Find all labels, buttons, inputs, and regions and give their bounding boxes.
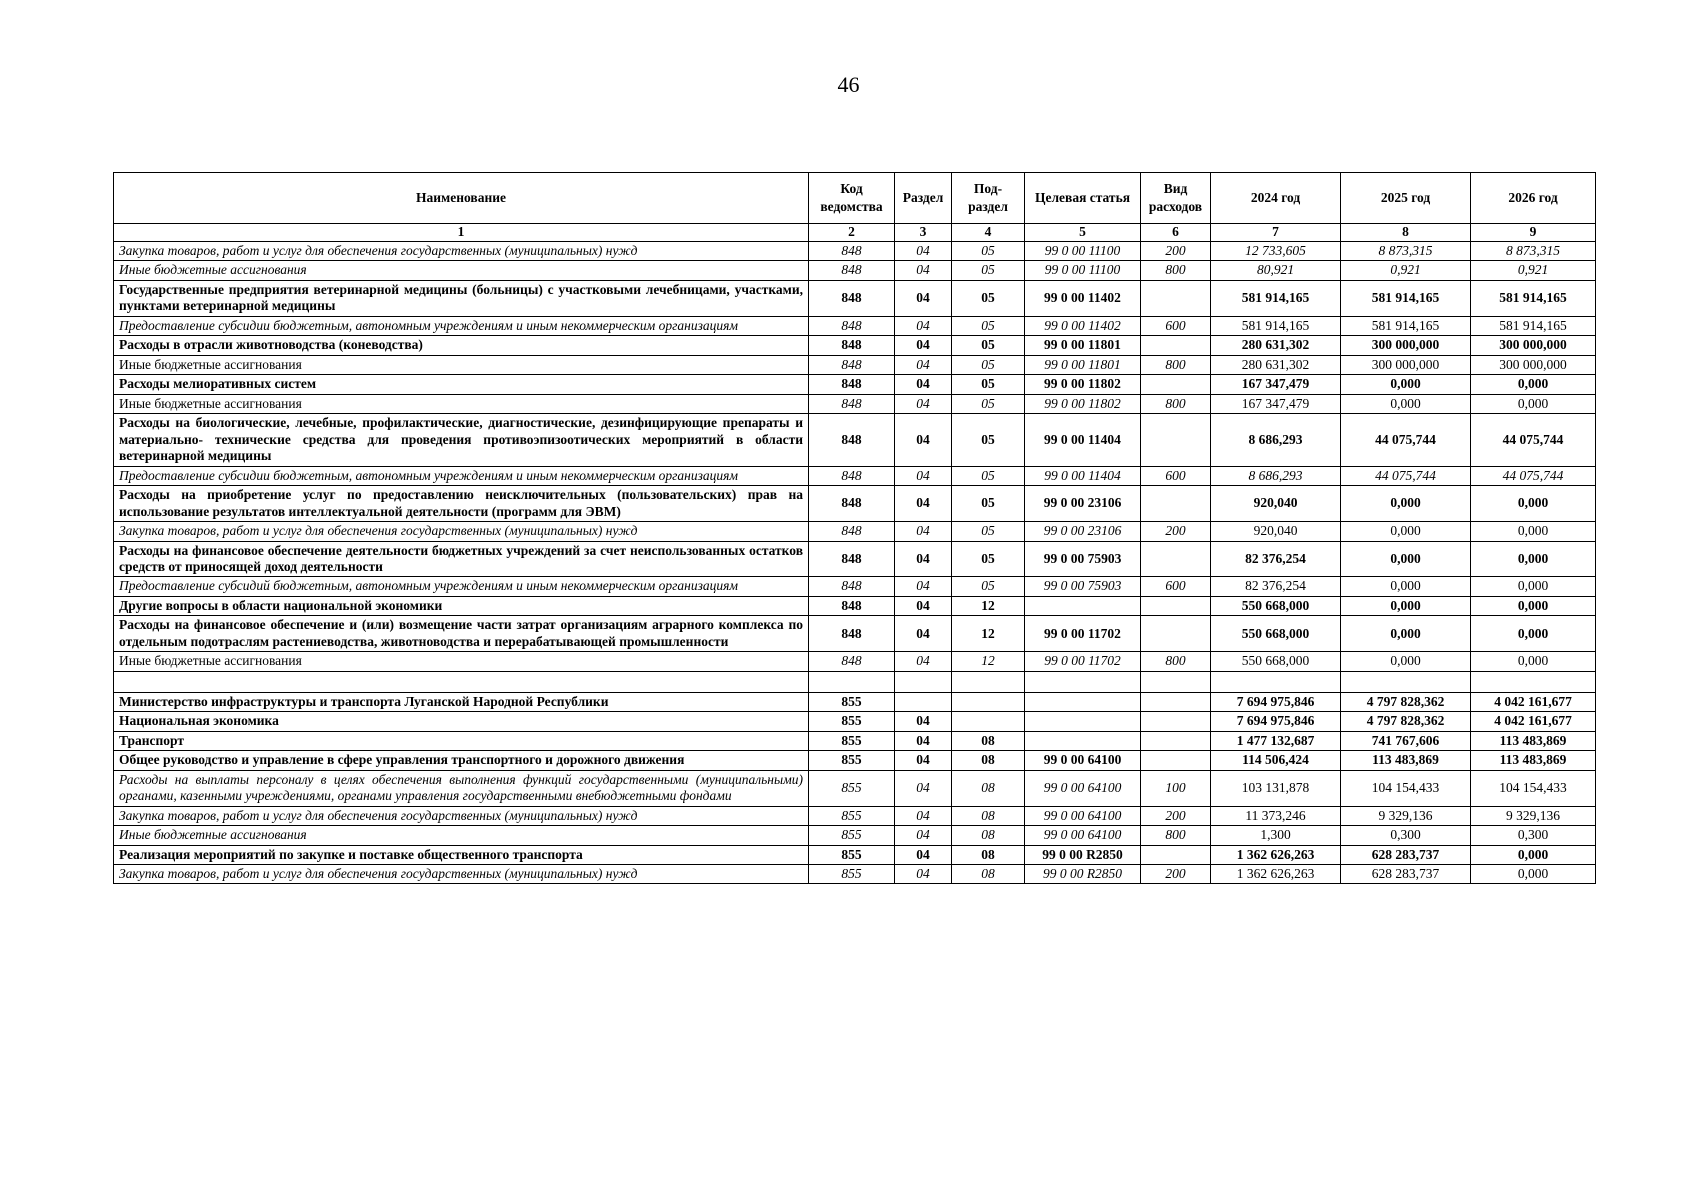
row-target [1025, 731, 1141, 750]
row-type: 800 [1141, 355, 1211, 374]
col-header-section: Раздел [895, 173, 952, 224]
row-name: Иные бюджетные ассигнования [114, 652, 809, 671]
table-row [114, 731, 1596, 750]
row-type [1141, 616, 1211, 652]
row-target: 99 0 00 11100 [1025, 242, 1141, 261]
row-subsection: 05 [952, 522, 1025, 541]
row-amount-2026: 581 914,165 [1471, 316, 1596, 335]
row-amount-2024: 1 362 626,263 [1211, 865, 1341, 884]
table-row [114, 522, 1596, 541]
row-type: 100 [1141, 770, 1211, 806]
row-amount-2024: 920,040 [1211, 522, 1341, 541]
row-name: Расходы на биологические, лечебные, профилактические, диагностические, дезинфицирующие препараты и материально- технические средства для проведения противоэпизоотических мероприятий в области ветеринарной медицины [114, 414, 809, 466]
row-amount-2026: 300 000,000 [1471, 336, 1596, 355]
row-section: 04 [895, 280, 952, 316]
row-target: 99 0 00 23106 [1025, 486, 1141, 522]
row-name: Другие вопросы в области национальной экономики [114, 596, 809, 615]
row-amount-2026: 44 075,744 [1471, 466, 1596, 485]
row-amount-2025: 0,000 [1341, 577, 1471, 596]
table-row [114, 242, 1596, 261]
row-amount-2026: 0,000 [1471, 652, 1596, 671]
row-name: Расходы на финансовое обеспечение и (или) возмещение части затрат организациям аграрного комплекса по отдельным подотраслям растениеводства, животноводства и перерабатывающей промышленности [114, 616, 809, 652]
row-name: Закупка товаров, работ и услуг для обеспечения государственных (муниципальных) нужд [114, 522, 809, 541]
row-code: 855 [809, 751, 895, 770]
table-row [114, 712, 1596, 731]
row-subsection [952, 692, 1025, 711]
row-section [895, 692, 952, 711]
table-row [114, 394, 1596, 413]
col-header-2026: 2026 год [1471, 173, 1596, 224]
table-row [114, 466, 1596, 485]
row-section: 04 [895, 261, 952, 280]
row-section: 04 [895, 522, 952, 541]
row-type [1141, 541, 1211, 577]
row-target: 99 0 00 75903 [1025, 577, 1141, 596]
row-amount-2026: 4 042 161,677 [1471, 712, 1596, 731]
row-type [1141, 712, 1211, 731]
row-subsection [952, 671, 1025, 692]
row-code: 848 [809, 486, 895, 522]
row-amount-2026: 0,000 [1471, 616, 1596, 652]
col-header-target: Целевая статья [1025, 173, 1141, 224]
row-type: 800 [1141, 652, 1211, 671]
row-name: Реализация мероприятий по закупке и поставке общественного транспорта [114, 845, 809, 864]
row-subsection: 05 [952, 486, 1025, 522]
table-row [114, 261, 1596, 280]
row-type: 600 [1141, 316, 1211, 335]
row-target: 99 0 00 R2850 [1025, 865, 1141, 884]
row-amount-2026: 0,000 [1471, 865, 1596, 884]
column-number: 6 [1141, 224, 1211, 242]
row-target: 99 0 00 11402 [1025, 280, 1141, 316]
row-section: 04 [895, 826, 952, 845]
row-name: Предоставление субсидии бюджетным, автономным учреждениям и иным некоммерческим организациям [114, 316, 809, 335]
row-type [1141, 731, 1211, 750]
row-target: 99 0 00 11801 [1025, 355, 1141, 374]
row-amount-2026: 4 042 161,677 [1471, 692, 1596, 711]
row-code: 855 [809, 770, 895, 806]
row-type: 200 [1141, 522, 1211, 541]
row-amount-2024 [1211, 671, 1341, 692]
row-target: 99 0 00 11404 [1025, 414, 1141, 466]
table-row [114, 692, 1596, 711]
row-subsection: 05 [952, 577, 1025, 596]
row-amount-2025: 4 797 828,362 [1341, 712, 1471, 731]
row-amount-2025: 300 000,000 [1341, 336, 1471, 355]
column-number: 8 [1341, 224, 1471, 242]
row-amount-2026: 0,000 [1471, 596, 1596, 615]
row-target [1025, 692, 1141, 711]
row-amount-2025: 628 283,737 [1341, 865, 1471, 884]
row-amount-2025: 0,000 [1341, 486, 1471, 522]
row-name: Иные бюджетные ассигнования [114, 355, 809, 374]
row-code: 855 [809, 826, 895, 845]
row-target: 99 0 00 11702 [1025, 616, 1141, 652]
row-section: 04 [895, 316, 952, 335]
row-amount-2025: 0,000 [1341, 652, 1471, 671]
row-section: 04 [895, 712, 952, 731]
row-name: Иные бюджетные ассигнования [114, 394, 809, 413]
row-target: 99 0 00 11402 [1025, 316, 1141, 335]
table-row [114, 280, 1596, 316]
row-section: 04 [895, 541, 952, 577]
column-number: 5 [1025, 224, 1141, 242]
row-section: 04 [895, 486, 952, 522]
row-amount-2025: 628 283,737 [1341, 845, 1471, 864]
row-target [1025, 712, 1141, 731]
row-subsection: 05 [952, 466, 1025, 485]
row-amount-2024: 167 347,479 [1211, 394, 1341, 413]
row-section: 04 [895, 355, 952, 374]
column-number: 1 [114, 224, 809, 242]
row-section [895, 671, 952, 692]
row-type [1141, 751, 1211, 770]
col-header-type: Вид расходов [1141, 173, 1211, 224]
row-target: 99 0 00 64100 [1025, 826, 1141, 845]
table-row [114, 577, 1596, 596]
table-row [114, 845, 1596, 864]
row-code [809, 671, 895, 692]
column-number: 2 [809, 224, 895, 242]
table-row [114, 486, 1596, 522]
row-amount-2026: 0,300 [1471, 826, 1596, 845]
row-target: 99 0 00 11404 [1025, 466, 1141, 485]
row-name: Закупка товаров, работ и услуг для обеспечения государственных (муниципальных) нужд [114, 806, 809, 825]
row-target: 99 0 00 11100 [1025, 261, 1141, 280]
row-subsection: 05 [952, 280, 1025, 316]
row-amount-2024: 581 914,165 [1211, 280, 1341, 316]
row-type: 200 [1141, 806, 1211, 825]
row-subsection: 08 [952, 826, 1025, 845]
row-section: 04 [895, 865, 952, 884]
row-amount-2026: 9 329,136 [1471, 806, 1596, 825]
col-header-subsection: Под-раздел [952, 173, 1025, 224]
table-row [114, 751, 1596, 770]
row-type [1141, 845, 1211, 864]
row-code: 855 [809, 692, 895, 711]
row-name: Предоставление субсидии бюджетным, автономным учреждениям и иным некоммерческим организациям [114, 466, 809, 485]
row-name: Иные бюджетные ассигнования [114, 826, 809, 845]
row-code: 848 [809, 394, 895, 413]
row-subsection: 05 [952, 375, 1025, 394]
row-amount-2026: 0,000 [1471, 845, 1596, 864]
row-type [1141, 692, 1211, 711]
row-code: 848 [809, 375, 895, 394]
row-amount-2025: 0,300 [1341, 826, 1471, 845]
row-amount-2025: 581 914,165 [1341, 280, 1471, 316]
page-number: 46 [837, 72, 860, 97]
row-name: Расходы мелиоративных систем [114, 375, 809, 394]
row-name: Общее руководство и управление в сфере управления транспортного и дорожного движения [114, 751, 809, 770]
row-amount-2025: 0,000 [1341, 375, 1471, 394]
row-target [1025, 671, 1141, 692]
column-number: 9 [1471, 224, 1596, 242]
row-name: Закупка товаров, работ и услуг для обеспечения государственных (муниципальных) нужд [114, 242, 809, 261]
row-target: 99 0 00 75903 [1025, 541, 1141, 577]
row-amount-2024: 1 362 626,263 [1211, 845, 1341, 864]
row-subsection: 05 [952, 316, 1025, 335]
row-name: Транспорт [114, 731, 809, 750]
row-subsection: 08 [952, 865, 1025, 884]
table-row [114, 616, 1596, 652]
row-type: 200 [1141, 242, 1211, 261]
row-amount-2025: 0,000 [1341, 522, 1471, 541]
table-row [114, 336, 1596, 355]
row-amount-2024: 581 914,165 [1211, 316, 1341, 335]
row-type: 800 [1141, 261, 1211, 280]
row-amount-2024: 280 631,302 [1211, 355, 1341, 374]
row-section: 04 [895, 806, 952, 825]
row-amount-2024: 1 477 132,687 [1211, 731, 1341, 750]
row-target: 99 0 00 11801 [1025, 336, 1141, 355]
row-amount-2024: 550 668,000 [1211, 596, 1341, 615]
row-section: 04 [895, 652, 952, 671]
row-amount-2025: 0,000 [1341, 394, 1471, 413]
row-section: 04 [895, 414, 952, 466]
row-section: 04 [895, 596, 952, 615]
row-amount-2025: 741 767,606 [1341, 731, 1471, 750]
row-amount-2025: 0,000 [1341, 541, 1471, 577]
row-code: 855 [809, 806, 895, 825]
row-amount-2024: 7 694 975,846 [1211, 712, 1341, 731]
row-amount-2025: 581 914,165 [1341, 316, 1471, 335]
row-name: Расходы на приобретение услуг по предоставлению неисключительных (пользовательских) прав на использование результатов интеллектуальной деятельности (программ для ЭВМ) [114, 486, 809, 522]
row-amount-2026: 0,000 [1471, 486, 1596, 522]
row-amount-2026: 0,000 [1471, 541, 1596, 577]
row-amount-2024: 280 631,302 [1211, 336, 1341, 355]
row-amount-2025: 0,921 [1341, 261, 1471, 280]
table-row [114, 316, 1596, 335]
row-amount-2024: 550 668,000 [1211, 616, 1341, 652]
row-amount-2024: 920,040 [1211, 486, 1341, 522]
row-amount-2024: 7 694 975,846 [1211, 692, 1341, 711]
row-name: Государственные предприятия ветеринарной медицины (больницы) с участковыми лечебницами, участками, пунктами ветеринарной медицины [114, 280, 809, 316]
row-amount-2026: 44 075,744 [1471, 414, 1596, 466]
row-subsection: 12 [952, 616, 1025, 652]
row-type: 800 [1141, 826, 1211, 845]
row-code: 855 [809, 712, 895, 731]
row-amount-2024: 82 376,254 [1211, 577, 1341, 596]
row-amount-2024: 8 686,293 [1211, 414, 1341, 466]
row-type [1141, 336, 1211, 355]
row-amount-2026 [1471, 671, 1596, 692]
row-amount-2024: 11 373,246 [1211, 806, 1341, 825]
row-section: 04 [895, 375, 952, 394]
row-subsection: 08 [952, 731, 1025, 750]
row-type [1141, 596, 1211, 615]
row-target: 99 0 00 23106 [1025, 522, 1141, 541]
col-header-code: Код ведомства [809, 173, 895, 224]
row-target: 99 0 00 R2850 [1025, 845, 1141, 864]
row-section: 04 [895, 242, 952, 261]
row-amount-2024: 114 506,424 [1211, 751, 1341, 770]
row-code: 848 [809, 414, 895, 466]
row-amount-2025: 44 075,744 [1341, 414, 1471, 466]
row-name: Иные бюджетные ассигнования [114, 261, 809, 280]
row-target: 99 0 00 64100 [1025, 770, 1141, 806]
row-amount-2024: 12 733,605 [1211, 242, 1341, 261]
row-name: Расходы в отрасли животноводства (коневодства) [114, 336, 809, 355]
row-code: 848 [809, 522, 895, 541]
row-amount-2026: 300 000,000 [1471, 355, 1596, 374]
table-row [114, 355, 1596, 374]
row-amount-2024: 80,921 [1211, 261, 1341, 280]
table-row [114, 671, 1596, 692]
row-amount-2026: 0,000 [1471, 394, 1596, 413]
row-type: 600 [1141, 466, 1211, 485]
header-row [114, 173, 1596, 224]
row-amount-2026: 0,000 [1471, 375, 1596, 394]
row-target: 99 0 00 11702 [1025, 652, 1141, 671]
row-subsection: 12 [952, 596, 1025, 615]
row-type [1141, 671, 1211, 692]
row-section: 04 [895, 394, 952, 413]
row-name: Министерство инфраструктуры и транспорта Луганской Народной Республики [114, 692, 809, 711]
row-amount-2026: 104 154,433 [1471, 770, 1596, 806]
table-row [114, 414, 1596, 466]
row-code: 855 [809, 731, 895, 750]
row-target: 99 0 00 11802 [1025, 375, 1141, 394]
row-code: 848 [809, 355, 895, 374]
row-amount-2024: 103 131,878 [1211, 770, 1341, 806]
table-row [114, 541, 1596, 577]
table-row [114, 375, 1596, 394]
row-type [1141, 375, 1211, 394]
row-type [1141, 280, 1211, 316]
row-target [1025, 596, 1141, 615]
row-subsection: 05 [952, 541, 1025, 577]
row-section: 04 [895, 751, 952, 770]
row-amount-2025: 0,000 [1341, 596, 1471, 615]
row-amount-2026: 8 873,315 [1471, 242, 1596, 261]
row-amount-2026: 113 483,869 [1471, 731, 1596, 750]
row-type: 200 [1141, 865, 1211, 884]
table-row [114, 596, 1596, 615]
row-subsection: 05 [952, 414, 1025, 466]
row-subsection: 08 [952, 845, 1025, 864]
row-section: 04 [895, 466, 952, 485]
row-code: 848 [809, 261, 895, 280]
row-amount-2026: 0,921 [1471, 261, 1596, 280]
row-code: 848 [809, 541, 895, 577]
row-type: 600 [1141, 577, 1211, 596]
row-name: Национальная экономика [114, 712, 809, 731]
row-amount-2024: 167 347,479 [1211, 375, 1341, 394]
row-type: 800 [1141, 394, 1211, 413]
row-section: 04 [895, 845, 952, 864]
row-amount-2026: 0,000 [1471, 522, 1596, 541]
row-amount-2024: 8 686,293 [1211, 466, 1341, 485]
row-target: 99 0 00 11802 [1025, 394, 1141, 413]
row-section: 04 [895, 336, 952, 355]
row-subsection: 05 [952, 261, 1025, 280]
row-amount-2025: 44 075,744 [1341, 466, 1471, 485]
row-subsection: 05 [952, 394, 1025, 413]
row-name: Предоставление субсидий бюджетным, автономным учреждениям и иным некоммерческим организациям [114, 577, 809, 596]
row-amount-2025 [1341, 671, 1471, 692]
row-amount-2025: 104 154,433 [1341, 770, 1471, 806]
row-name: Расходы на финансовое обеспечение деятельности бюджетных учреждений за счет неиспользованных остатков средств от приносящей доход деятельности [114, 541, 809, 577]
row-subsection [952, 712, 1025, 731]
row-code: 848 [809, 242, 895, 261]
row-name: Закупка товаров, работ и услуг для обеспечения государственных (муниципальных) нужд [114, 865, 809, 884]
row-subsection: 05 [952, 355, 1025, 374]
row-code: 848 [809, 652, 895, 671]
row-subsection: 05 [952, 242, 1025, 261]
row-code: 848 [809, 596, 895, 615]
row-type [1141, 414, 1211, 466]
col-header-2024: 2024 год [1211, 173, 1341, 224]
row-section: 04 [895, 577, 952, 596]
table-row [114, 806, 1596, 825]
row-target: 99 0 00 64100 [1025, 751, 1141, 770]
row-target: 99 0 00 64100 [1025, 806, 1141, 825]
row-code: 848 [809, 316, 895, 335]
column-number: 3 [895, 224, 952, 242]
row-code: 848 [809, 577, 895, 596]
row-type [1141, 486, 1211, 522]
row-section: 04 [895, 770, 952, 806]
col-header-name: Наименование [114, 173, 809, 224]
row-code: 848 [809, 336, 895, 355]
row-name: Расходы на выплаты персоналу в целях обеспечения выполнения функций государственными (муниципальными) органами, казенными учреждениями, органами управления государственными внебюджетными фондами [114, 770, 809, 806]
row-code: 848 [809, 466, 895, 485]
row-subsection: 12 [952, 652, 1025, 671]
table-row [114, 770, 1596, 806]
row-amount-2025: 9 329,136 [1341, 806, 1471, 825]
row-amount-2026: 113 483,869 [1471, 751, 1596, 770]
row-name [114, 671, 809, 692]
row-subsection: 08 [952, 806, 1025, 825]
budget-table [113, 172, 1596, 884]
table-row [114, 652, 1596, 671]
row-amount-2026: 581 914,165 [1471, 280, 1596, 316]
row-amount-2025: 0,000 [1341, 616, 1471, 652]
row-amount-2025: 300 000,000 [1341, 355, 1471, 374]
row-section: 04 [895, 616, 952, 652]
row-code: 855 [809, 865, 895, 884]
row-amount-2024: 82 376,254 [1211, 541, 1341, 577]
row-code: 855 [809, 845, 895, 864]
row-code: 848 [809, 616, 895, 652]
table-row [114, 865, 1596, 884]
row-subsection: 08 [952, 751, 1025, 770]
row-amount-2025: 113 483,869 [1341, 751, 1471, 770]
row-subsection: 05 [952, 336, 1025, 355]
row-code: 848 [809, 280, 895, 316]
row-subsection: 08 [952, 770, 1025, 806]
row-amount-2026: 0,000 [1471, 577, 1596, 596]
row-section: 04 [895, 731, 952, 750]
column-number: 7 [1211, 224, 1341, 242]
row-amount-2024: 1,300 [1211, 826, 1341, 845]
col-header-2025: 2025 год [1341, 173, 1471, 224]
row-amount-2025: 8 873,315 [1341, 242, 1471, 261]
row-amount-2025: 4 797 828,362 [1341, 692, 1471, 711]
column-number: 4 [952, 224, 1025, 242]
table-row [114, 826, 1596, 845]
column-number-row [114, 224, 1596, 242]
row-amount-2024: 550 668,000 [1211, 652, 1341, 671]
